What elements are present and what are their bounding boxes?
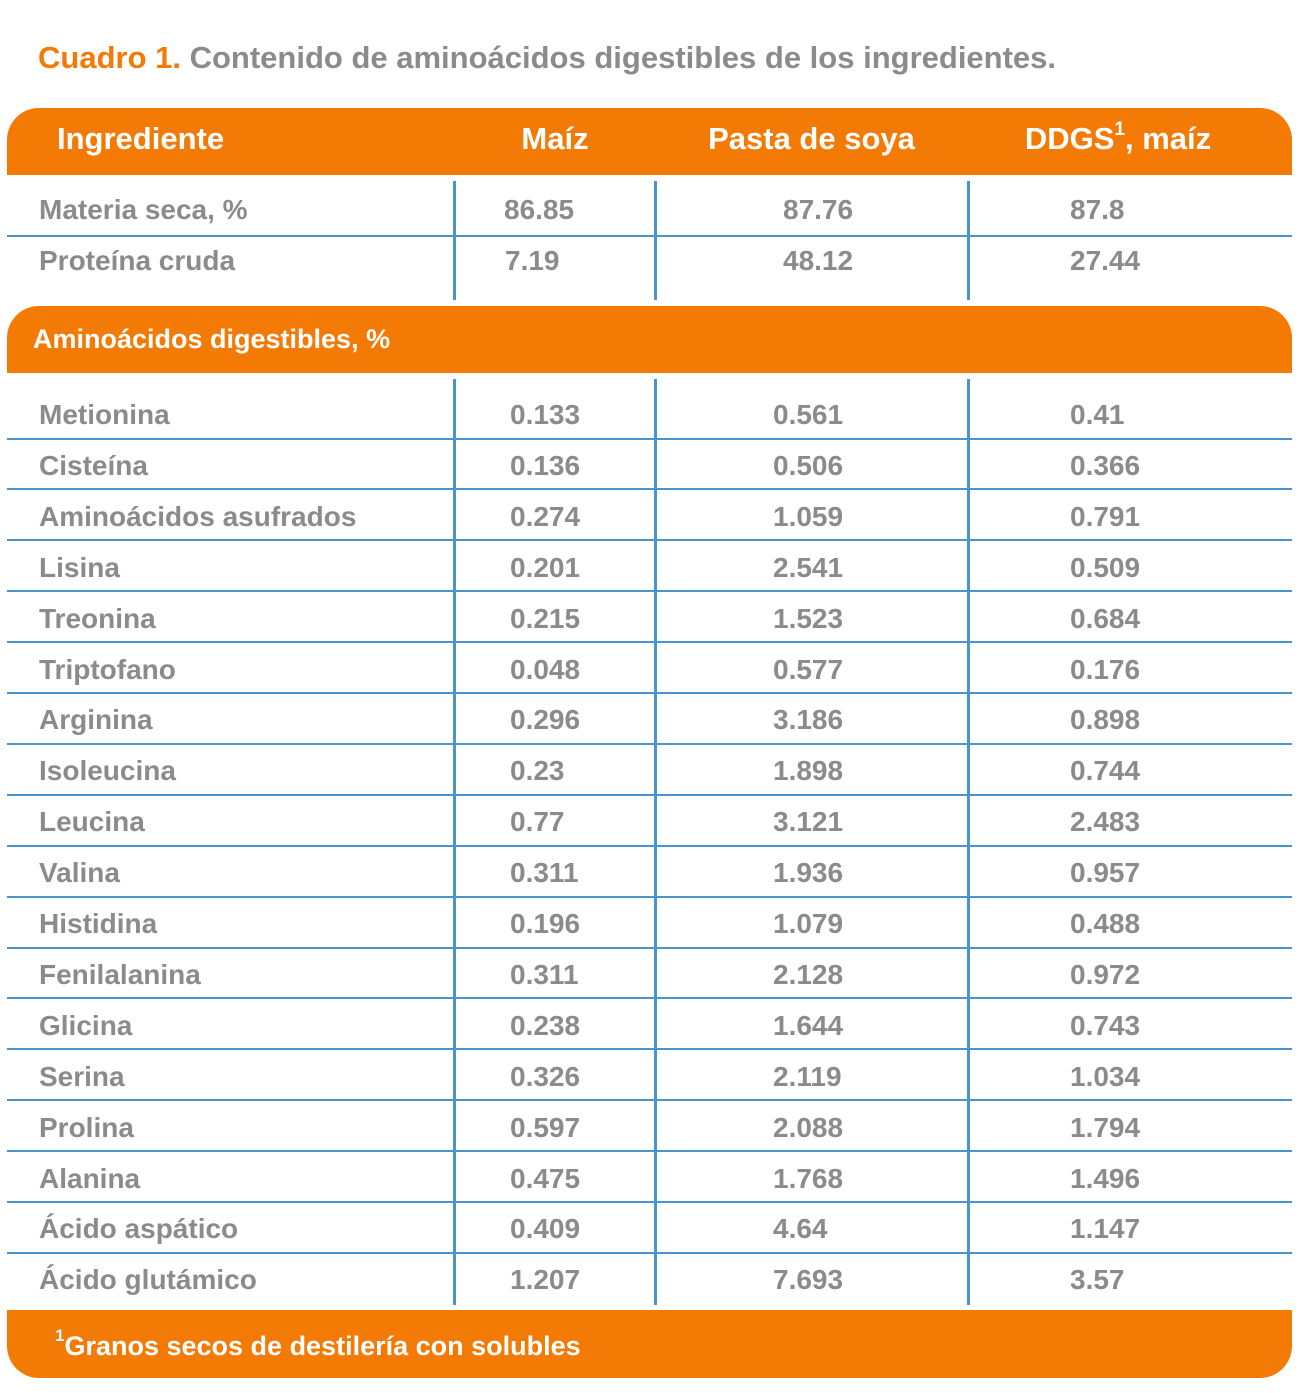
- cell-ddgs: 0.791: [1070, 500, 1141, 532]
- row-label: Treonina: [39, 602, 156, 634]
- table-title-text: Contenido de aminoácidos digestibles de los ingredientes.: [189, 40, 1057, 75]
- row-label: Glicina: [39, 1009, 133, 1041]
- cell-soya: 2.119: [773, 1060, 842, 1092]
- cell-ddgs: 1.496: [1070, 1162, 1141, 1194]
- cell-maiz: 0.326: [510, 1060, 581, 1092]
- cell-maiz: 0.77: [510, 806, 565, 838]
- row-label: Isoleucina: [39, 755, 176, 787]
- cell-maiz: 0.597: [510, 1111, 581, 1143]
- cell-soya: 1.079: [773, 908, 844, 939]
- table-row: [0, 847, 1300, 898]
- row-label: Cisteína: [39, 449, 148, 481]
- table-row-proteina-cruda: [0, 235, 1300, 286]
- cell-maiz: 0.311: [510, 958, 579, 990]
- cell-soya: 0.577: [773, 653, 844, 685]
- cell-soya: 2.088: [773, 1111, 844, 1143]
- cell-maiz: 0.23: [510, 755, 565, 787]
- cell-ddgs: 1.147: [1070, 1213, 1141, 1245]
- table-row: [0, 898, 1300, 949]
- row-label: Lisina: [39, 551, 120, 583]
- header-ddgs: [968, 108, 1268, 175]
- cell-ddgs: 1.034: [1070, 1060, 1141, 1092]
- cell-ddgs: 0.366: [1070, 449, 1141, 481]
- cell-maiz: 0.215: [510, 602, 581, 634]
- table-row: [0, 796, 1300, 847]
- cell-maiz: 0.409: [510, 1213, 581, 1245]
- row-label: Valina: [39, 857, 120, 889]
- row-label: Triptofano: [39, 653, 176, 685]
- cell-soya: 0.561: [773, 399, 844, 430]
- cell-maiz: 0.274: [510, 500, 581, 532]
- cell-soya: 48.12: [783, 245, 854, 276]
- cell-soya: 2.128: [773, 958, 844, 990]
- row-label: Arginina: [39, 704, 153, 736]
- row-label: Materia seca, %: [39, 194, 248, 225]
- cell-ddgs: 1.794: [1070, 1111, 1141, 1143]
- table-row: [0, 949, 1300, 1000]
- cell-soya: 1.768: [773, 1162, 844, 1194]
- cell-soya: 0.506: [773, 449, 844, 481]
- cell-maiz: 1.207: [510, 1264, 581, 1296]
- cell-ddgs: 0.488: [1070, 908, 1141, 939]
- cell-ddgs: 0.176: [1070, 653, 1141, 685]
- cell-ddgs: 0.744: [1070, 755, 1141, 787]
- cell-maiz: 0.475: [510, 1162, 581, 1194]
- cell-soya: 1.523: [773, 602, 844, 634]
- cell-ddgs: 2.483: [1070, 806, 1141, 838]
- table-row: [0, 694, 1300, 745]
- cell-soya: 7.693: [773, 1264, 844, 1296]
- cell-soya: 1.936: [773, 857, 844, 889]
- table-row: [0, 745, 1300, 796]
- cell-maiz: 0.133: [510, 399, 581, 430]
- table-row: [0, 1102, 1300, 1153]
- cell-maiz: 0.048: [510, 653, 581, 685]
- cell-ddgs: 0.509: [1070, 551, 1141, 583]
- cell-soya: 3.186: [773, 704, 844, 736]
- header-pasta-soya: Pasta de soya: [708, 121, 915, 156]
- cell-soya: 4.64: [773, 1213, 828, 1245]
- row-label: Histidina: [39, 908, 158, 939]
- header-ddgs-suffix: , maíz: [1125, 121, 1212, 156]
- section-header: [7, 306, 1292, 373]
- header-maiz: Maíz: [521, 121, 589, 156]
- header-ingrediente: Ingrediente: [57, 121, 225, 156]
- table-row: [0, 542, 1300, 593]
- table-footer: [7, 1310, 1292, 1378]
- cell-soya: 87.76: [783, 194, 854, 225]
- row-label: Ácido aspático: [39, 1213, 239, 1245]
- row-label: Leucina: [39, 806, 145, 838]
- cell-maiz: 7.19: [505, 245, 560, 276]
- row-label: Prolina: [39, 1111, 134, 1143]
- section-label: Aminoácidos digestibles, %: [33, 324, 391, 354]
- table-row: [0, 1051, 1300, 1102]
- table-row: [0, 1203, 1300, 1254]
- cell-ddgs: 87.8: [1070, 194, 1125, 225]
- table-title-lead: Cuadro 1.: [38, 40, 181, 75]
- row-label: Proteína cruda: [39, 245, 236, 276]
- table-row: [0, 593, 1300, 644]
- cell-soya: 1.644: [773, 1009, 844, 1041]
- cell-soya: 2.541: [773, 551, 844, 583]
- cell-ddgs: 3.57: [1070, 1264, 1125, 1296]
- table-row: [0, 389, 1300, 440]
- cell-soya: 3.121: [773, 806, 844, 838]
- row-label: Fenilalanina: [39, 958, 201, 990]
- row-label: Ácido glutámico: [39, 1264, 257, 1296]
- cell-soya: 1.059: [773, 500, 844, 532]
- footnote-marker: 1: [55, 1326, 65, 1345]
- table-row-materia-seca: [0, 184, 1300, 235]
- cell-maiz: 0.296: [510, 704, 581, 736]
- row-label: Alanina: [39, 1162, 141, 1194]
- table-row: [0, 1000, 1300, 1051]
- table-row: [0, 491, 1300, 542]
- cell-ddgs: 0.957: [1070, 857, 1141, 889]
- cell-maiz: 0.136: [510, 449, 581, 481]
- cell-ddgs: 0.972: [1070, 958, 1141, 990]
- footnote: [55, 1310, 581, 1382]
- table-row: [0, 440, 1300, 491]
- header-ddgs-superscript: 1: [1114, 118, 1125, 140]
- cell-maiz: 0.311: [510, 857, 579, 889]
- table-row: [0, 644, 1300, 695]
- table-row: [0, 1254, 1300, 1305]
- cell-ddgs: 0.684: [1070, 602, 1141, 634]
- cell-ddgs: 0.41: [1070, 399, 1125, 430]
- row-label: Metionina: [39, 399, 170, 430]
- cell-ddgs: 0.898: [1070, 704, 1141, 736]
- cell-maiz: 0.196: [510, 908, 581, 939]
- row-label: Aminoácidos asufrados: [39, 500, 357, 532]
- cell-maiz: 86.85: [504, 194, 575, 225]
- cell-ddgs: 0.743: [1070, 1009, 1141, 1041]
- table-header: [7, 108, 1292, 175]
- table-row: [0, 1153, 1300, 1204]
- row-label: Serina: [39, 1060, 125, 1092]
- footnote-text: Granos secos de destilería con solubles: [64, 1331, 581, 1361]
- cell-maiz: 0.201: [510, 551, 581, 583]
- table-title: [38, 40, 1056, 76]
- cell-soya: 1.898: [773, 755, 844, 787]
- header-ddgs-label: DDGS: [1024, 121, 1115, 156]
- cell-maiz: 0.238: [510, 1009, 581, 1041]
- cell-ddgs: 27.44: [1070, 245, 1141, 276]
